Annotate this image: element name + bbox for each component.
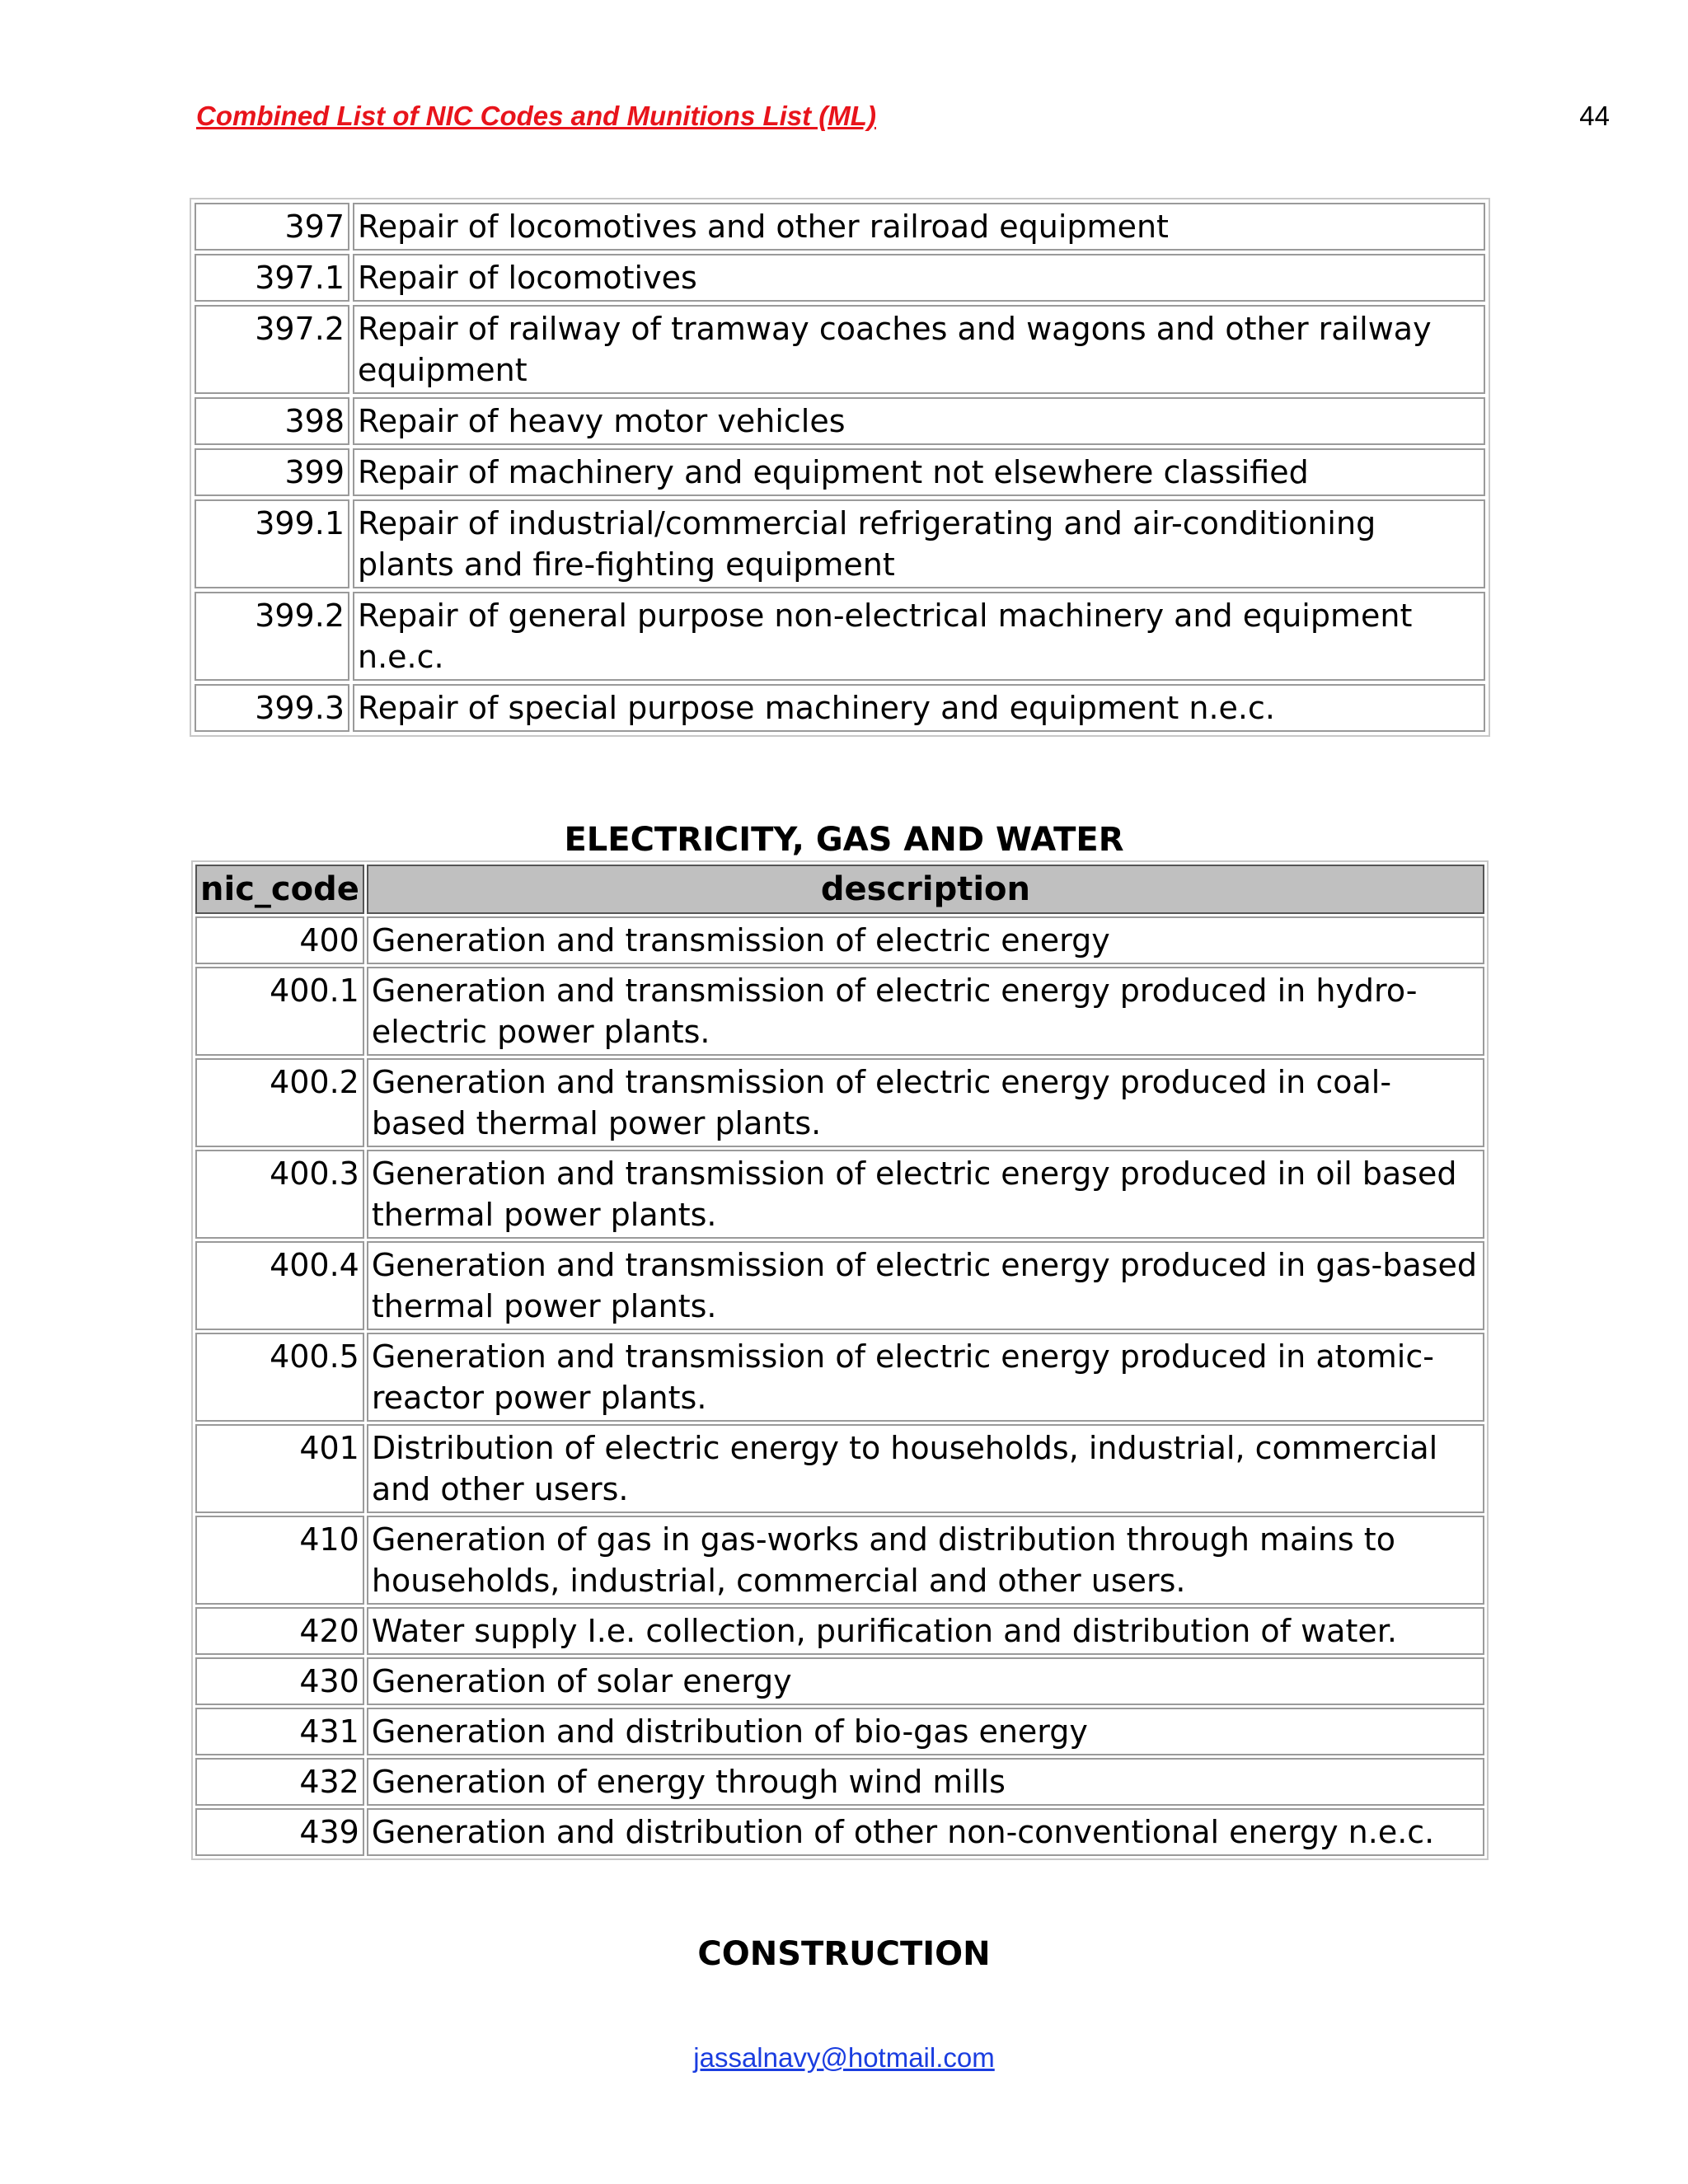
description-cell: Repair of machinery and equipment not elsewhere classified: [353, 448, 1485, 496]
nic-code-cell: 397.1: [195, 254, 349, 302]
table-row: [195, 684, 1485, 732]
nic-code-cell: 400.5: [195, 1333, 364, 1422]
electricity-codes-table: [191, 860, 1489, 1860]
nic-code-cell: 431: [195, 1708, 364, 1755]
description-cell: Generation of energy through wind mills: [367, 1758, 1484, 1806]
description-cell: Generation and transmission of electric energy produced in gas-based thermal power plants.: [367, 1241, 1484, 1330]
column-header-description: description: [367, 865, 1484, 914]
nic-code-cell: 398: [195, 397, 349, 445]
document-title: Combined List of NIC Codes and Munitions List (ML): [196, 101, 876, 131]
nic-code-cell: 399.2: [195, 592, 349, 681]
nic-code-cell: 410: [195, 1516, 364, 1605]
table-row: [195, 397, 1485, 445]
description-cell: Generation and distribution of bio-gas energy: [367, 1708, 1484, 1755]
table-row: [195, 448, 1485, 496]
description-cell: Water supply I.e. collection, purification and distribution of water.: [367, 1607, 1484, 1655]
nic-code-cell: 397: [195, 203, 349, 251]
nic-code-cell: 430: [195, 1657, 364, 1705]
table-row: [195, 1808, 1484, 1856]
footer-email-link[interactable]: jassalnavy@hotmail.com: [693, 2042, 995, 2073]
description-cell: Generation and transmission of electric energy: [367, 916, 1484, 964]
description-cell: Distribution of electric energy to households, industrial, commercial and other users.: [367, 1424, 1484, 1513]
section-title-electricity: ELECTRICITY, GAS AND WATER: [564, 821, 1124, 859]
table-row: [195, 1333, 1484, 1422]
table-row: [195, 1607, 1484, 1655]
description-cell: Repair of industrial/commercial refrigerating and air-conditioning plants and fire-fighting equipment: [353, 499, 1485, 588]
section-title-construction: CONSTRUCTION: [697, 1935, 991, 1973]
table-row: [195, 1657, 1484, 1705]
table-row: [195, 203, 1485, 251]
table-row: [195, 1708, 1484, 1755]
table-row: [195, 1424, 1484, 1513]
table-row: [195, 592, 1485, 681]
description-cell: Generation and transmission of electric energy produced in hydro-electric power plants.: [367, 967, 1484, 1056]
description-cell: Repair of general purpose non-electrical machinery and equipment n.e.c.: [353, 592, 1485, 681]
nic-code-cell: 420: [195, 1607, 364, 1655]
description-cell: Repair of railway of tramway coaches and wagons and other railway equipment: [353, 305, 1485, 394]
nic-code-cell: 432: [195, 1758, 364, 1806]
description-cell: Repair of locomotives: [353, 254, 1485, 302]
table-header-row: [195, 865, 1484, 914]
page-number: 44: [1579, 101, 1610, 131]
column-header-nic-code: nic_code: [195, 865, 364, 914]
nic-code-cell: 401: [195, 1424, 364, 1513]
table-row: [195, 1241, 1484, 1330]
table-row: [195, 1758, 1484, 1806]
description-cell: Generation of gas in gas-works and distribution through mains to households, industrial, commercial and other users.: [367, 1516, 1484, 1605]
nic-code-cell: 400.2: [195, 1058, 364, 1147]
nic-code-cell: 439: [195, 1808, 364, 1856]
table-row: [195, 1516, 1484, 1605]
nic-code-cell: 399.3: [195, 684, 349, 732]
repair-codes-table: [190, 198, 1490, 737]
description-cell: Generation and distribution of other non-conventional energy n.e.c.: [367, 1808, 1484, 1856]
nic-code-cell: 400.3: [195, 1150, 364, 1239]
table-row: [195, 1058, 1484, 1147]
table-row: [195, 499, 1485, 588]
table-row: [195, 916, 1484, 964]
nic-code-cell: 400: [195, 916, 364, 964]
table-row: [195, 254, 1485, 302]
description-cell: Repair of locomotives and other railroad equipment: [353, 203, 1485, 251]
description-cell: Generation and transmission of electric energy produced in oil based thermal power plants.: [367, 1150, 1484, 1239]
table-row: [195, 1150, 1484, 1239]
description-cell: Generation and transmission of electric energy produced in atomic-reactor power plants.: [367, 1333, 1484, 1422]
description-cell: Generation and transmission of electric energy produced in coal-based thermal power plants.: [367, 1058, 1484, 1147]
description-cell: Repair of special purpose machinery and equipment n.e.c.: [353, 684, 1485, 732]
description-cell: Repair of heavy motor vehicles: [353, 397, 1485, 445]
nic-code-cell: 399.1: [195, 499, 349, 588]
nic-code-cell: 400.1: [195, 967, 364, 1056]
description-cell: Generation of solar energy: [367, 1657, 1484, 1705]
nic-code-cell: 399: [195, 448, 349, 496]
nic-code-cell: 397.2: [195, 305, 349, 394]
nic-code-cell: 400.4: [195, 1241, 364, 1330]
table-row: [195, 967, 1484, 1056]
table-row: [195, 305, 1485, 394]
